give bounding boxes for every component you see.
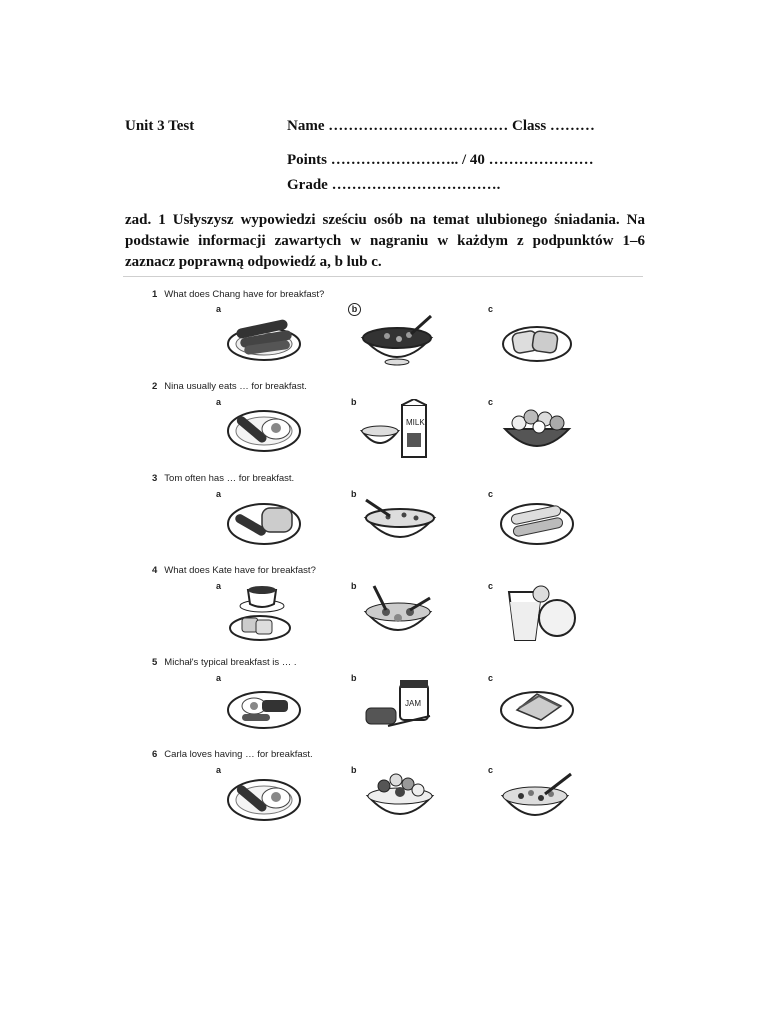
unit-title: Unit 3 Test — [125, 118, 195, 134]
soup-bowl-icon[interactable] — [355, 308, 439, 370]
fruit-muesli-icon[interactable] — [495, 768, 579, 830]
question-2: 2 Nina usually eats … for breakfast. — [152, 381, 307, 392]
option-2c-label: c — [488, 397, 494, 407]
option-6b-label: b — [351, 765, 357, 775]
jam-bread-icon[interactable] — [358, 676, 442, 738]
question-6: 6 Carla loves having … for breakfast. — [152, 749, 313, 760]
egg-sausage-icon[interactable] — [222, 399, 306, 461]
sausages-icon[interactable] — [222, 306, 306, 368]
grade-field: Grade ……………………………. — [287, 177, 501, 193]
porridge-icon[interactable] — [358, 492, 442, 554]
tea-toast-icon[interactable] — [222, 582, 306, 644]
option-2a-label: a — [216, 397, 222, 407]
task-instruction: zad. 1 Usłyszysz wypowiedzi sześciu osób na temat ulubionego śniadania. Na podstawie informacji zawartych w nagraniu w każdym z podpunktów 1–6 zaznacz poprawną odpowiedź a, b lub c. — [125, 212, 645, 270]
question-3: 3 Tom often has … for breakfast. — [152, 473, 295, 484]
option-3c-label: c — [488, 489, 494, 499]
option-2b-label: b — [351, 397, 357, 407]
option-3b-label: b — [351, 489, 357, 499]
option-5c-label: c — [488, 673, 494, 683]
name-class-field: Name ……………………………… Class ……… — [287, 118, 595, 134]
full-breakfast-icon[interactable] — [222, 676, 306, 738]
option-1c-label: c — [488, 304, 494, 314]
sandwich-icon[interactable] — [495, 676, 579, 738]
option-6c-label: c — [488, 765, 494, 775]
option-4c-label: c — [488, 581, 494, 591]
option-5a-label: a — [216, 673, 222, 683]
option-3a-label: a — [216, 489, 222, 499]
option-1a-label: a — [216, 304, 222, 314]
points-field: Points …………………….. / 40 ………………… — [287, 152, 594, 168]
option-6a-label: a — [216, 765, 222, 775]
egg-sausage-icon[interactable] — [222, 768, 306, 830]
milk-cereal-icon[interactable] — [358, 399, 442, 461]
svg-text:MILK: MILK — [406, 418, 425, 427]
option-5b-label: b — [351, 673, 357, 683]
toast-icon[interactable] — [495, 308, 579, 370]
juice-icon[interactable] — [495, 582, 579, 644]
svg-text:JAM: JAM — [405, 699, 421, 708]
fruit-bowl-icon[interactable] — [495, 399, 579, 461]
question-1: 1 What does Chang have for breakfast? — [152, 289, 325, 300]
question-5: 5 Michał's typical breakfast is … . — [152, 657, 297, 668]
pancakes-icon[interactable] — [495, 492, 579, 554]
sausage-toast-icon[interactable] — [222, 492, 306, 554]
option-4b-label: b — [351, 581, 357, 591]
option-1b-label-circled: b — [348, 303, 361, 316]
fruit-salad-icon[interactable] — [358, 768, 442, 830]
salad-bowl-icon[interactable] — [358, 582, 442, 644]
divider — [123, 276, 643, 277]
option-4a-label: a — [216, 581, 222, 591]
question-4: 4 What does Kate have for breakfast? — [152, 565, 316, 576]
